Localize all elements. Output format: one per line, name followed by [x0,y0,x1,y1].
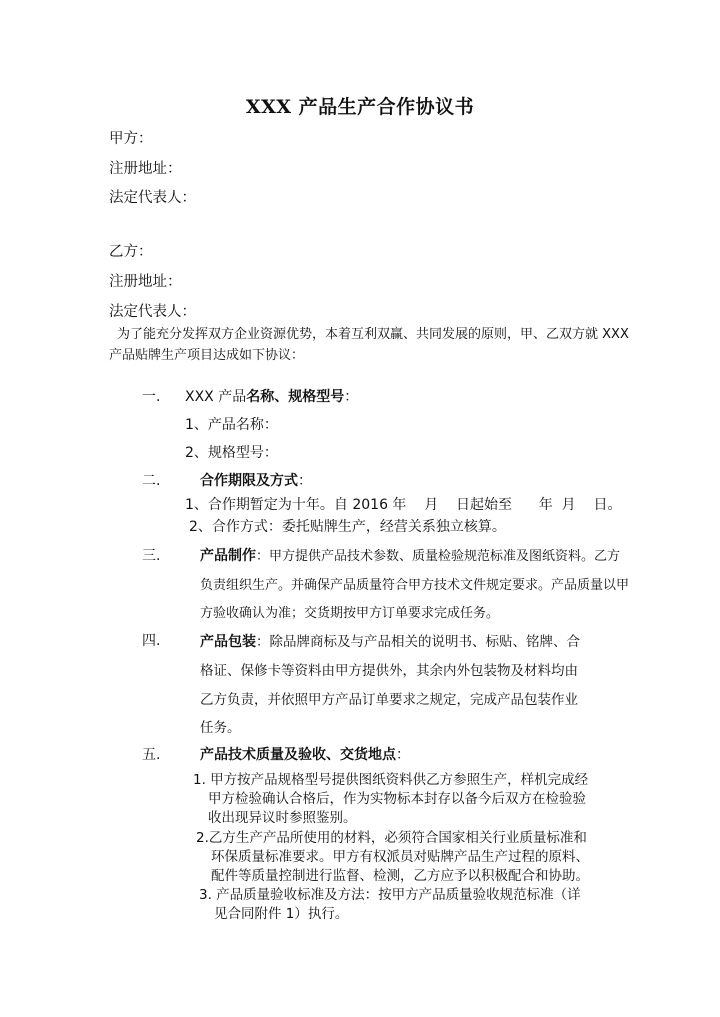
section-1-heading-bold: 名称、规格型号 [246,389,345,405]
section-4-line-3: 乙方负责，并依照甲方产品订单要求之规定，完成产品包装作业 [200,692,578,708]
section-2-heading [200,470,312,490]
section-4-line-1 [200,630,580,651]
section-3-text-1: 甲方提供产品技术参数、质量检验规范标准及图纸资料。乙方 [269,549,621,564]
section-3-number: 三. [142,548,161,564]
section-2-heading-suffix: ： [298,473,312,489]
section-1-number: 一. [142,389,161,405]
section-5-heading [200,744,410,764]
section-5-item-1-line-1: 1. 甲方按产品规格型号提供图纸资料供乙方参照生产，样机完成经 [193,772,589,788]
section-1-heading-suffix: ： [344,389,359,405]
section-3-heading-suffix: ： [256,549,270,564]
section-4-number: 四. [142,633,161,649]
section-5-item-1-line-3: 收出现异议时参照鉴别。 [208,810,357,826]
party-b-rep-label: 法定代表人： [109,304,196,320]
document-title: XXX 产品生产合作协议书 [245,96,475,118]
section-3-line-1 [200,545,620,565]
section-3-line-2: 负责组织生产。并确保产品质量符合甲方技术文件规定要求。产品质量以甲 [200,578,630,593]
section-4-heading-bold: 产品包装 [200,634,256,650]
section-2-heading-bold: 合作期限及方式 [200,473,298,489]
section-4-text-1: 除品牌商标及与产品相关的说明书、标贴、铭牌、合 [269,634,580,650]
section-2-item-2: 2、合作方式：委托贴牌生产，经营关系独立核算。 [189,519,506,535]
section-5-item-3-line-2: 见合同附件 1）执行。 [214,906,349,922]
section-5-number: 五. [142,747,161,763]
section-1-heading [185,386,358,406]
section-5-item-2-line-3: 配件等质量控制进行监督、检测，乙方应予以积极配合和协助。 [211,868,589,884]
section-5-heading-suffix: ： [396,747,410,763]
party-a-rep-label: 法定代表人： [109,190,196,206]
section-2-item-1: 1、合作期暂定为十年。自 2016 年 月 日起始至 年 月 日。 [185,497,622,513]
section-1-heading-prefix: XXX 产品 [185,389,247,405]
section-1-item-2: 2、规格型号： [185,445,278,461]
section-3-heading-bold: 产品制作 [200,548,256,564]
party-a-label: 甲方： [109,131,153,147]
section-4-heading-suffix: ： [256,634,270,650]
intro-line-2: 产品贴牌生产项目达成如下协议： [109,348,305,363]
section-5-item-3-line-1: 3. 产品质量验收标准及方法：按甲方产品质量验收规范标准（详 [199,887,581,903]
section-4-line-4: 任务。 [200,720,241,736]
section-1-item-1: 1、产品名称： [185,417,278,433]
section-5-item-1-line-2: 甲方检验确认合格后，作为实物标本封存以备今后双方在检验验 [208,791,586,807]
section-5-item-2-line-2: 环保质量标准要求。甲方有权派员对贴牌产品生产过程的原料、 [211,849,589,865]
party-a-address-label: 注册地址： [109,161,182,177]
section-2-number: 二. [142,473,161,489]
section-5-item-2-line-1: 2.乙方生产产品所使用的材料，必须符合国家相关行业质量标准和 [196,830,587,846]
section-5-heading-bold: 产品技术质量及验收、交货地点 [200,747,396,763]
section-3-line-3: 方验收确认为准；交货期按甲方订单要求完成任务。 [200,606,500,621]
party-b-address-label: 注册地址： [109,274,182,290]
party-b-label: 乙方： [109,244,153,260]
section-4-line-2: 格证、保修卡等资料由甲方提供外，其余内外包装物及材料均由 [200,663,578,679]
intro-line-1: 为了能充分发挥双方企业资源优势，本着互利双赢、共同发展的原则，甲、乙双方就 XXX [117,327,629,342]
